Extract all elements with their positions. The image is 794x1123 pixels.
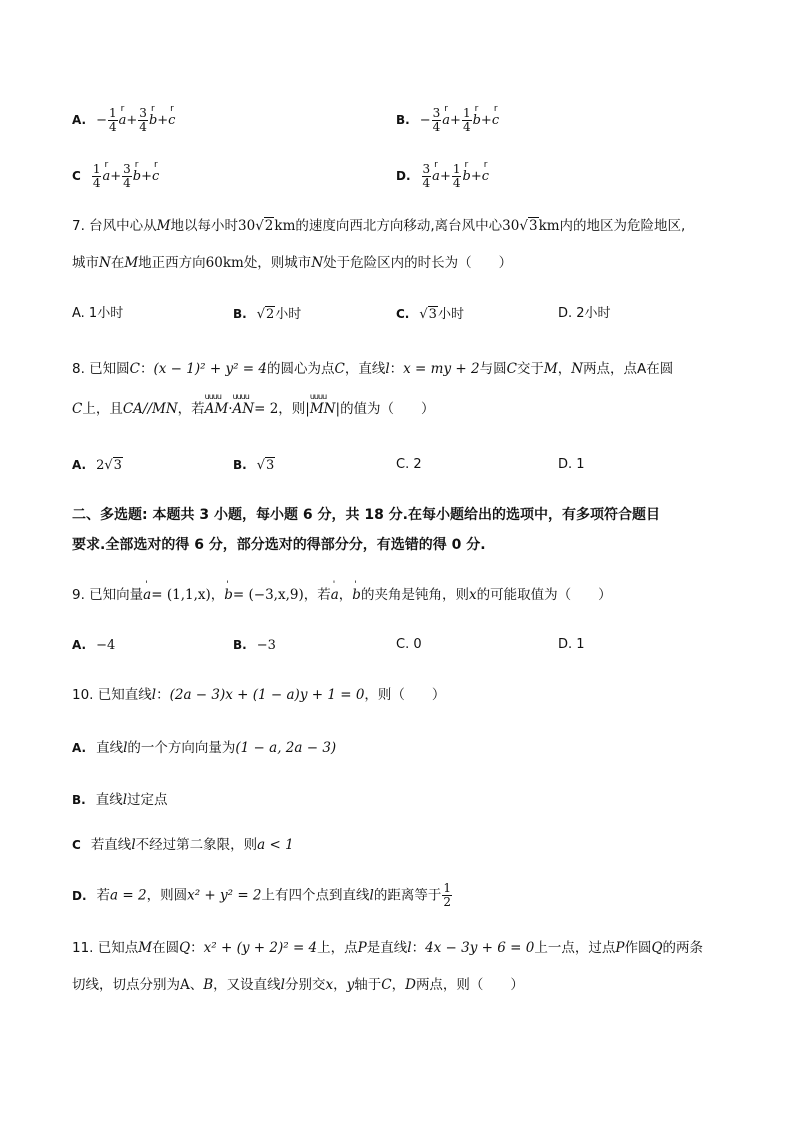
q11-stem-line2: 切线，切点分别为A、B，又设直线l分别交x，y轴于C，D两点，则（ ） [72, 977, 524, 993]
q11-stem-line1: 11. 已知点M在圆Q：x² + (y + 2)² = 4上，点P是直线l：4x − 3y + 6 = 0上一点，过点P作圆Q的两条 [72, 940, 704, 956]
fraction: $\frac{3}{4}$ [139, 106, 147, 134]
fraction: $\frac{1}{4}$ [452, 162, 461, 190]
q6-option-a[interactable]: A. − $\frac{1}{4}$ r a+ $\frac{3}{4}$ r b+r c [72, 107, 175, 134]
q7-option-a[interactable]: A. 1小时 [72, 306, 124, 321]
fraction: $\frac{1}{4}$ [462, 106, 471, 134]
q9-option-d[interactable]: D. 1 [558, 637, 585, 652]
option-label: B. [396, 113, 410, 127]
q7-option-c[interactable]: C. √3小时 [396, 307, 464, 322]
q7-stem-line2: 城市N在M地正西方向60km处，则城市N处于危险区内的时长为（ ） [72, 255, 513, 271]
q10-option-b[interactable]: B. 直线l过定点 [72, 792, 168, 808]
q9-option-c[interactable]: C. 0 [396, 637, 422, 652]
section-heading-line2: 要求.全部选对的得 6 分，部分选对的得部分分，有选错的得 0 分. [72, 537, 486, 553]
q7-option-b[interactable]: B. √2小时 [233, 307, 302, 322]
section-heading-line1: 二、多选题: 本题共 3 小题，每小题 6 分，共 18 分.在每小题给出的选项中，有多项符合题目 [72, 507, 660, 523]
fraction: $\frac{3}{4}$ [432, 106, 441, 134]
q8-stem-line2: C上，且CA//MN，若uuuu AM·uuuu AN= 2，则|uuuu MN|的值为（ ） [72, 399, 435, 419]
q9-stem: 9. 已知向量' a= (1,1,x)，' b= (−3,x,9)，若' a，' b的夹角是钝角，则x的可能取值为（ ） [72, 585, 612, 605]
option-label: A. [72, 113, 87, 127]
q10-option-a[interactable]: A. 直线l的一个方向向量为(1 − a, 2a − 3) [72, 740, 337, 756]
q8-option-d[interactable]: D. 1 [558, 457, 585, 472]
q10-stem: 10. 已知直线l：(2a − 3)x + (1 − a)y + 1 = 0，则（ ） [72, 687, 446, 703]
q7-stem-line1: 7. 台风中心从M地以每小时30√2km的速度向西北方向移动,离台风中心30√3km内的地区为危险地区, [72, 218, 686, 234]
fraction: $\frac{1}{4}$ [108, 106, 117, 134]
option-label: D. [396, 169, 411, 183]
q9-option-a[interactable]: A. −4 [72, 638, 116, 653]
fraction: $\frac{3}{4}$ [422, 162, 431, 190]
q10-option-c[interactable]: C 若直线l不经过第二象限，则a < 1 [72, 837, 294, 853]
option-label: C [72, 169, 81, 183]
q8-option-b[interactable]: B. √3 [233, 458, 275, 473]
fraction: $\frac{1}{2}$ [443, 881, 451, 909]
q8-option-c[interactable]: C. 2 [396, 457, 422, 472]
q7-option-d[interactable]: D. 2小时 [558, 306, 611, 321]
q8-option-a[interactable]: A. 2√3 [72, 458, 122, 473]
q8-stem-line1: 8. 已知圆C：(x − 1)² + y² = 4的圆心为点C，直线l：x = my + 2与圆C交于M，N两点，点A在圆 [72, 361, 674, 377]
q6-option-b[interactable]: B. − $\frac{3}{4}$ r a+ $\frac{1}{4}$ r b+r c [396, 107, 499, 134]
fraction: $\frac{3}{4}$ [123, 162, 131, 190]
q9-option-b[interactable]: B. −3 [233, 638, 276, 653]
fraction: $\frac{1}{4}$ [92, 162, 101, 190]
q10-option-d[interactable]: D. 若a = 2，则圆x² + y² = 2上有四个点到直线l的距离等于 $\frac{1}{2}$ [72, 881, 451, 909]
q6-option-d[interactable]: D. $\frac{3}{4}$ r a+ $\frac{1}{4}$ r b+r c [396, 163, 489, 190]
q6-option-c[interactable]: C $\frac{1}{4}$ r a+ $\frac{3}{4}$ r b+r c [72, 163, 159, 190]
